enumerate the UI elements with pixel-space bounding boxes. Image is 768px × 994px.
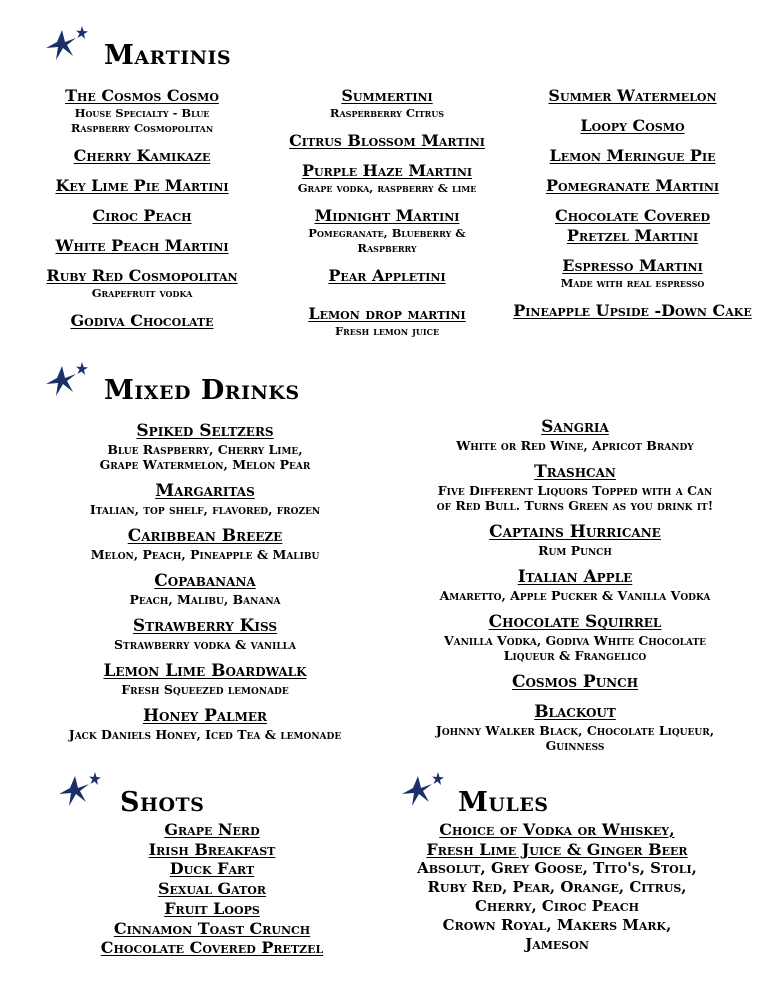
drink-description: Fresh lemon juice (334, 324, 440, 338)
shots-heading: Shots (120, 787, 205, 818)
drink-description: Grapefruit vodka (91, 286, 193, 300)
drink-description: Rasperberry Citrus (329, 106, 445, 120)
shot-item: Duck Fart (169, 859, 255, 879)
drink-description: Liqueur & Frangelico (503, 648, 647, 663)
shot-item: Chocolate Covered Pretzel (100, 938, 324, 958)
shot-item: Cinnamon Toast Crunch (113, 918, 311, 938)
drink-description: Made with real espresso (560, 276, 705, 290)
drink-name: Ruby Red Cosmopolitan (46, 266, 238, 285)
star-cluster-icon (55, 770, 103, 810)
drink-description: Guinness (545, 738, 605, 753)
drink-description: White or Red Wine, Apricot Brandy (456, 438, 694, 453)
drink-description: Grape vodka, raspberry & lime (297, 181, 477, 195)
martinis-column-2 (262, 86, 512, 339)
drink-name: Pomegranate Martini (545, 176, 720, 195)
drink-description: Five Different Liquors Topped with a Can (437, 483, 713, 498)
drink-name: Lemon Meringue Pie (549, 146, 716, 165)
drink-name: Honey Palmer (142, 706, 268, 726)
mules-heading: Mules (458, 787, 549, 818)
drink-name: Strawberry Kiss (132, 616, 278, 636)
drink-name: Chocolate Covered Pretzel Martini (555, 206, 710, 245)
mule-spirit-line: Crown Royal, Makers Mark, (442, 916, 672, 934)
drink-description: Pomegranate, Blueberry & (308, 226, 466, 240)
shot-item: Sexual Gator (157, 879, 267, 899)
drink-description: Melon, Peach, Pineapple & Malibu (90, 547, 320, 562)
martinis-heading: Martinis (104, 40, 232, 71)
drink-name: Summer Watermelon (548, 86, 717, 105)
martinis-column-1 (12, 86, 272, 331)
mules-list (392, 820, 722, 954)
drink-description: Jack Daniels Honey, Iced Tea & lemonade (68, 727, 342, 742)
drink-name: Pineapple Upside -Down Cake (513, 301, 752, 320)
drink-name: Cosmos Punch (511, 672, 639, 692)
drink-description: Strawberry vodka & vanilla (113, 637, 296, 652)
drink-name: Summertini (341, 86, 433, 105)
drink-name: Purple Haze Martini (301, 161, 473, 180)
drink-description: Raspberry (357, 241, 417, 255)
drink-name: Godiva Chocolate (70, 311, 214, 330)
drink-description: of Red Bull. Turns Green as you drink it! (436, 498, 714, 513)
drink-description: Blue Raspberry, Cherry Lime, (107, 442, 303, 457)
shot-item: Grape Nerd (164, 820, 260, 839)
drink-name: Lemon drop martini (308, 304, 466, 323)
drink-description: Italian, top shelf, flavored, frozen (89, 502, 321, 517)
drink-name: Margaritas (155, 481, 255, 501)
drink-description: Johnny Walker Black, Chocolate Liqueur, (435, 723, 715, 738)
mixed-drinks-column-1 (30, 421, 380, 742)
drink-description: Fresh Squeezed lemonade (121, 682, 289, 697)
star-cluster-icon (42, 24, 90, 64)
mule-spirit-line: Absolut, Grey Goose, Tito's, Stoli, (417, 859, 697, 877)
mule-base-line: Fresh Lime Juice & Ginger Beer (426, 839, 688, 859)
drink-name: Cherry Kamikaze (73, 146, 211, 165)
drink-name: Captains Hurricane (489, 522, 661, 542)
drink-name: Midnight Martini (314, 206, 460, 225)
drink-name: Italian Apple (517, 567, 633, 587)
drink-name: Copabanana (154, 571, 256, 591)
drink-description: Vanilla Vodka, Godiva White Chocolate (443, 633, 707, 648)
drink-description: Grape Watermelon, Melon Pear (99, 457, 311, 472)
mixed-drinks-heading: Mixed Drinks (104, 375, 300, 406)
drink-description: House Specialty - Blue (74, 106, 210, 120)
drink-name: Trashcan (534, 462, 616, 482)
star-cluster-icon (398, 770, 446, 810)
drink-name: Key Lime Pie Martini (55, 176, 229, 195)
drink-name: The Cosmos Cosmo (65, 86, 219, 105)
mule-spirit-line: Ruby Red, Pear, Orange, Citrus, (427, 878, 687, 896)
martinis-column-3 (505, 86, 760, 321)
drink-name: White Peach Martini (55, 236, 229, 255)
drink-name: Chocolate Squirrel (488, 612, 662, 632)
drink-name: Lemon Lime Boardwalk (103, 661, 307, 681)
drink-name: Blackout (534, 702, 616, 722)
drink-name: Sangria (541, 417, 609, 437)
shot-item: Irish Breakfast (148, 839, 276, 859)
drink-description: Amaretto, Apple Pucker & Vanilla Vodka (439, 588, 711, 603)
drink-description: Raspberry Cosmopolitan (70, 121, 214, 135)
menu-item (12, 86, 272, 136)
drink-name: Citrus Blossom Martini (289, 131, 485, 150)
drink-description: Rum Punch (538, 543, 612, 558)
drink-name: Spiked Seltzers (136, 421, 274, 441)
drink-name: Ciroc Peach (92, 206, 192, 225)
mixed-drinks-column-2 (395, 417, 755, 753)
star-cluster-icon (42, 360, 90, 400)
drink-name: Loopy Cosmo (580, 116, 685, 135)
drink-description: Peach, Malibu, Banana (129, 592, 281, 607)
shots-list (52, 820, 372, 958)
shot-item: Fruit Loops (164, 898, 260, 918)
mule-base-line: Choice of Vodka or Whiskey, (439, 820, 675, 839)
drink-name: Espresso Martini (562, 256, 703, 275)
drink-name: Caribbean Breeze (127, 526, 283, 546)
mule-spirit-line: Jameson (525, 935, 589, 953)
mule-spirit-line: Cherry, Ciroc Peach (474, 897, 640, 915)
drink-name: Pear Appletini (328, 266, 446, 285)
